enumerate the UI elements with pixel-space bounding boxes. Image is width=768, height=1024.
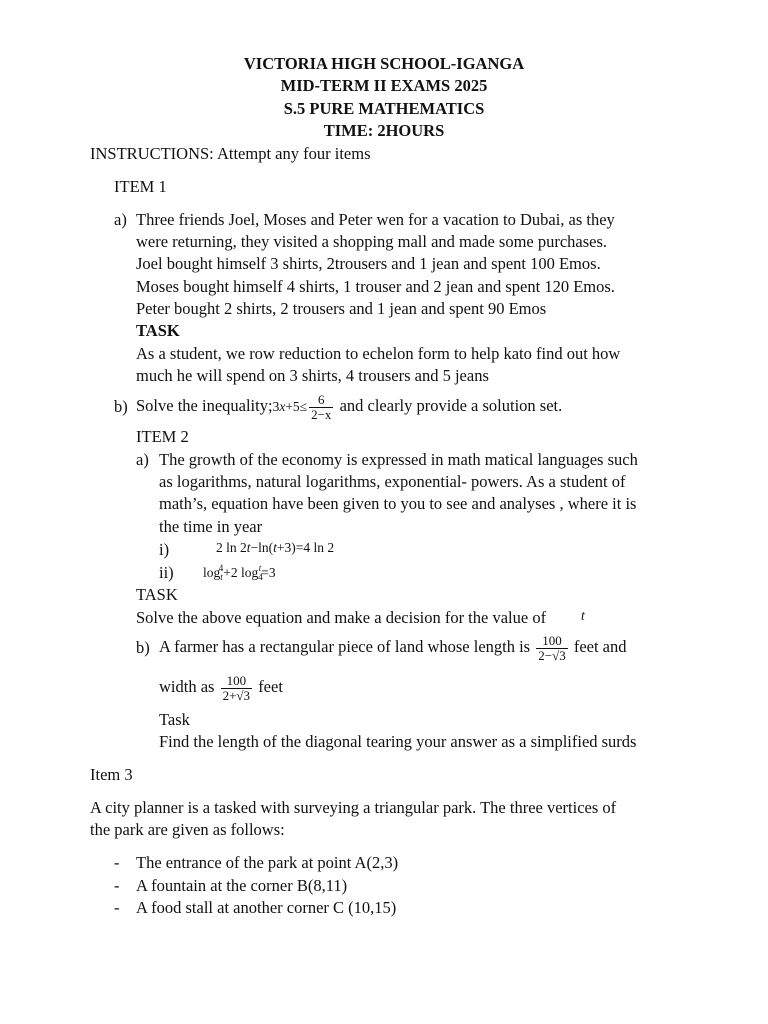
item2-a-line: The growth of the economy is expressed in math matical languages such — [159, 450, 638, 469]
item2-a-line: as logarithms, natural logarithms, exponential- powers. As a student of — [159, 472, 626, 491]
bullet: - — [114, 898, 120, 917]
item1-a-line: Moses bought himself 4 shirts, 1 trouser and 2 jean and spent 120 Emos. — [136, 277, 615, 296]
item3-intro-line: A city planner is a tasked with surveying a triangular park. The three vertices of — [90, 798, 617, 817]
instructions: INSTRUCTIONS: Attempt any four items — [90, 144, 371, 163]
item1-task-label: TASK — [136, 321, 180, 340]
task-variable: t — [581, 608, 585, 623]
length-fraction: $\frac{100}{2-√3}$ — [538, 632, 566, 663]
item2-task-text: Solve the above equation and make a decision for the value of — [136, 608, 547, 627]
item1-a-label: a) — [114, 210, 127, 229]
school-name: VICTORIA HIGH SCHOOL-IGANGA — [243, 54, 525, 73]
width-fraction: $\frac{100}{2+√3}$ — [222, 672, 251, 703]
point-b: A fountain at the corner B(8,11) — [136, 876, 348, 895]
item3-title: Item 3 — [90, 765, 133, 784]
item2-title: ITEM 2 — [136, 427, 189, 446]
item1-b-question — [136, 387, 562, 426]
item2-a-line: the time in year — [159, 517, 263, 536]
item1-title: ITEM 1 — [114, 177, 167, 196]
bullet: - — [114, 853, 120, 872]
equation-2: $\log_t^4+2$ $\log_4^t=3$ — [203, 563, 276, 582]
item1-a-line: Three friends Joel, Moses and Peter wen for a vacation to Dubai, as they — [136, 210, 615, 229]
item1-a-line: Joel bought himself 3 shirts, 2trousers and 1 jean and spent 100 Emos. — [136, 254, 601, 273]
equation-1: 2 ln 2t−ln(t+3)=4 ln 2 — [216, 540, 335, 555]
item2-a-line: math’s, equation have been given to you to see and analyses , where it is — [159, 494, 637, 513]
item1-b-text-after: and clearly provide a solution set. — [339, 396, 563, 415]
exam-time: TIME: 2HOURS — [323, 121, 445, 140]
point-c: A food stall at another corner C (10,15) — [136, 898, 397, 917]
inequality-lhs: 3x+5≤ — [272, 399, 308, 414]
bullet: - — [114, 876, 120, 895]
inequality-fraction: $\frac{6}{2-x}$ — [311, 391, 332, 422]
eq2-label: ii) — [159, 563, 174, 582]
item1-b-label: b) — [114, 397, 128, 416]
eq1-label: i) — [159, 540, 170, 559]
item2-b-label: b) — [136, 638, 150, 657]
item1-a-line: were returning, they visited a shopping mall and made some purchases. — [136, 232, 608, 251]
item1-a-line: Peter bought 2 shirts, 2 trousers and 1 jean and spent 90 Emos — [136, 299, 547, 318]
subject-title: S.5 PURE MATHEMATICS — [283, 99, 485, 118]
item2-subtask-text: Find the length of the diagonal tearing your answer as a simplified surds — [159, 732, 637, 751]
item2-task-label: TASK — [136, 585, 178, 604]
item2-b-line1: A farmer has a rectangular piece of land whose length is $\frac{100}{2-√3}$ feet and — [159, 632, 627, 663]
item2-subtask-label: Task — [159, 710, 190, 729]
item1-task-line: As a student, we row reduction to echelon form to help kato find out how — [136, 344, 621, 363]
item1-b-text: Solve the inequality; — [136, 396, 273, 415]
item1-task-line: much he will spend on 3 shirts, 4 trousers and 5 jeans — [136, 366, 489, 385]
item2-a-label: a) — [136, 450, 149, 469]
exam-title: MID-TERM II EXAMS 2025 — [280, 76, 488, 95]
item3-intro-line: the park are given as follows: — [90, 820, 285, 839]
item2-b-line2: width as $\frac{100}{2+√3}$ feet — [159, 672, 283, 703]
point-a: The entrance of the park at point A(2,3) — [136, 853, 399, 872]
